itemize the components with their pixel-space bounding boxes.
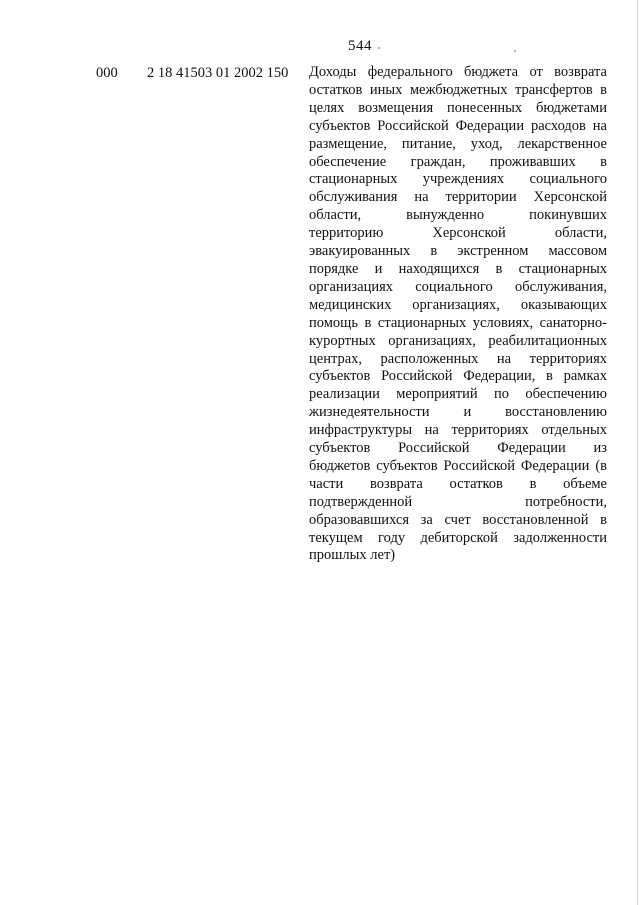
description-line: курортных организациях, реабилитационных	[309, 332, 607, 349]
description-line: целях возмещения понесенных бюджетами	[309, 99, 607, 116]
description-line: прошлых лет)	[309, 547, 396, 564]
description-line: реализации мероприятий по обеспечению	[309, 386, 607, 403]
description-line: субъектов Российской Федерации из	[309, 440, 607, 457]
description-line: части возврата остатков в объеме	[309, 475, 607, 492]
description-line: организациях социального обслуживания,	[309, 278, 607, 295]
scan-speck	[514, 50, 516, 52]
description-line: эвакуированных в экстренном массовом	[309, 243, 607, 260]
description-line: подтвержденной потребности,	[309, 493, 607, 510]
description-line: обслуживания на территории Херсонской	[309, 189, 607, 206]
description-line: территорию Херсонской области,	[309, 225, 607, 242]
description-line: обеспечение граждан, проживавших в	[309, 153, 607, 170]
description-line: области, вынужденно покинувших	[309, 207, 607, 224]
description-line: субъектов Российской Федерации, в рамках	[309, 368, 607, 385]
description-line: субъектов Российской Федерации расходов на	[309, 117, 607, 134]
description-line: бюджетов субъектов Российской Федерации (в	[309, 457, 607, 474]
description-line: жизнедеятельности и восстановлению	[309, 404, 607, 421]
description-line: порядке и находящихся в стационарных	[309, 260, 607, 277]
description-line: стационарных учреждениях социального	[309, 171, 607, 188]
description-line: образовавшихся за счет восстановленной в	[309, 511, 607, 528]
page-number: 544	[348, 38, 372, 54]
description-line: инфраструктуры на территориях отдельных	[309, 422, 607, 439]
budget-classification-code: 2 18 41503 01 2002 150	[147, 65, 289, 81]
scan-edge-line	[637, 0, 638, 905]
description-line: Доходы федерального бюджета от возврата	[309, 64, 607, 80]
description-line: медицинских организациях, оказывающих	[309, 296, 607, 313]
description-line: остатков иных межбюджетных трансфертов в	[309, 81, 607, 98]
description-line: текущем году дебиторской задолженности	[309, 529, 607, 546]
description-line: помощь в стационарных условиях, санаторно-	[309, 314, 607, 331]
administrator-code: 000	[96, 65, 118, 81]
description-line: размещение, питание, уход, лекарственное	[309, 135, 607, 152]
income-description	[309, 64, 607, 565]
description-line: центрах, расположенных на территориях	[309, 350, 607, 367]
